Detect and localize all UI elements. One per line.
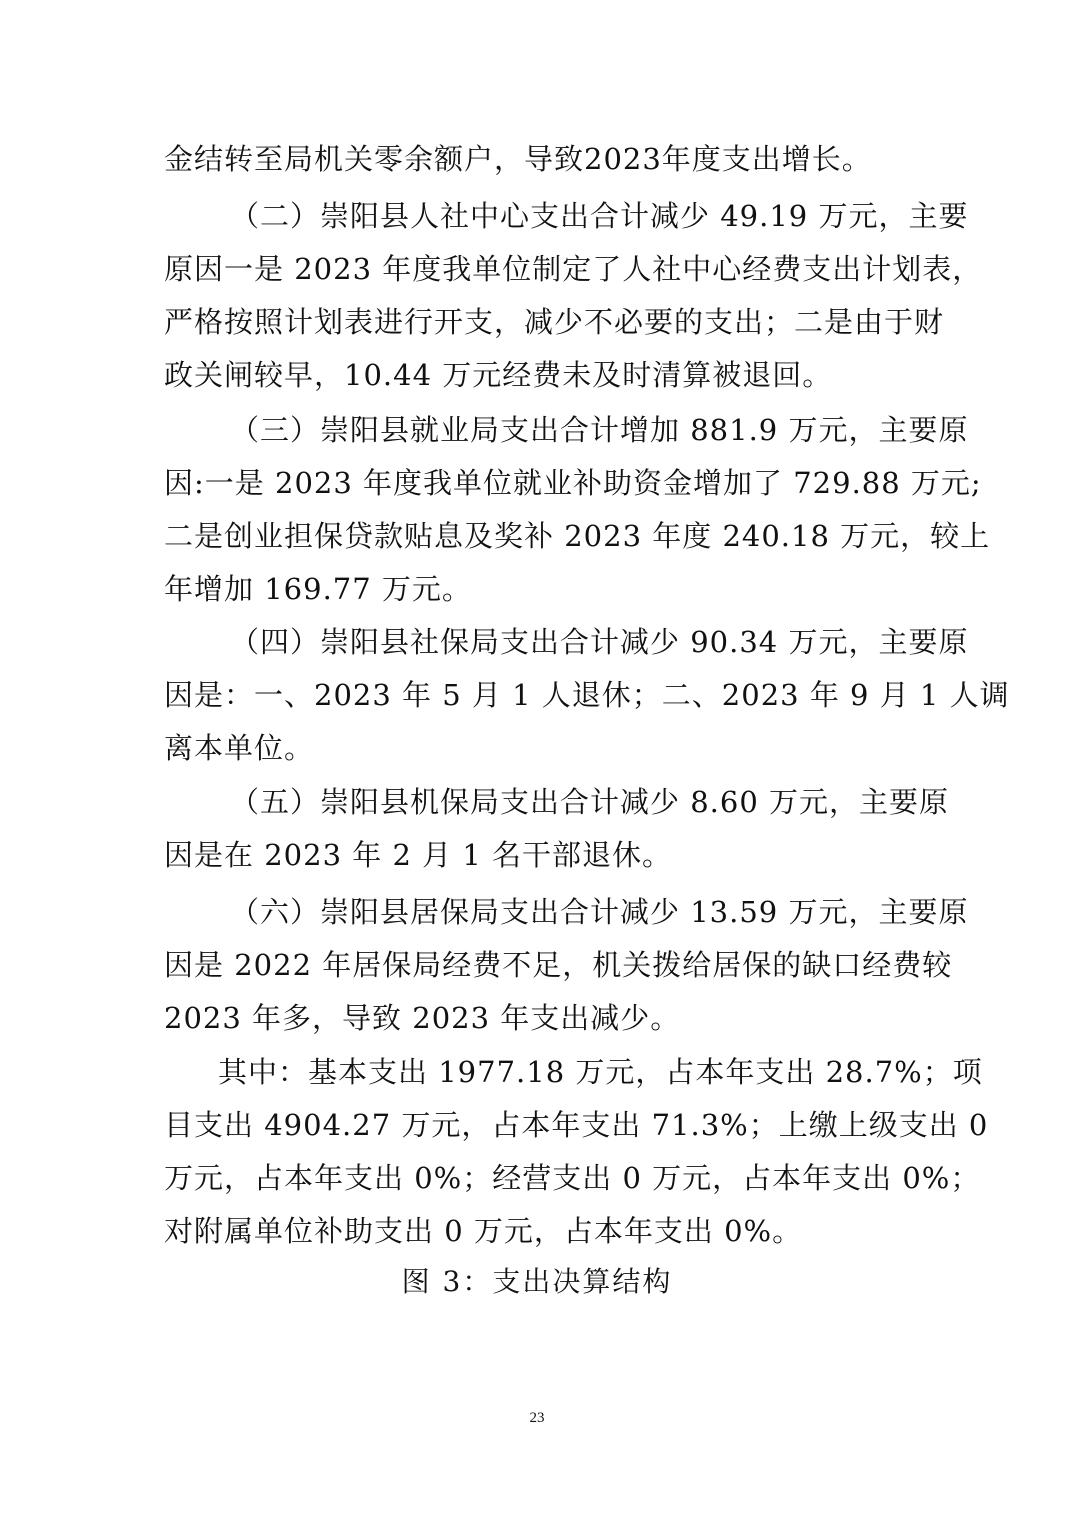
paragraph-line: 目支出 4904.27 万元，占本年支出 71.3%；上缴上级支出 0 — [164, 1108, 989, 1142]
paragraph-line: （六）崇阳县居保局支出合计减少 13.59 万元，主要原 — [230, 895, 969, 929]
paragraph-line: 因是在 2023 年 2 月 1 名干部退休。 — [164, 838, 673, 872]
paragraph-line: （三）崇阳县就业局支出合计增加 881.9 万元，主要原 — [230, 413, 969, 447]
paragraph-line: 因是：一、2023 年 5 月 1 人退休；二、2023 年 9 月 1 人调 — [164, 678, 1010, 712]
paragraph-line: 2023 年多，导致 2023 年支出减少。 — [164, 1001, 681, 1035]
figure-caption: 图 3：支出决算结构 — [401, 1265, 673, 1298]
paragraph-line: 其中：基本支出 1977.18 万元，占本年支出 28.7%；项 — [218, 1055, 983, 1089]
paragraph-line: 对附属单位补助支出 0 万元，占本年支出 0%。 — [164, 1214, 803, 1248]
paragraph-line: （五）崇阳县机保局支出合计减少 8.60 万元，主要原 — [230, 785, 950, 819]
paragraph-line: （二）崇阳县人社中心支出合计减少 49.19 万元，主要 — [230, 199, 969, 233]
paragraph-line: 原因一是 2023 年度我单位制定了人社中心经费支出计划表， — [164, 252, 983, 286]
paragraph-line: 金结转至局机关零余额户，导致2023年度支出增长。 — [164, 142, 872, 176]
paragraph-line: 严格按照计划表进行开支，减少不必要的支出；二是由于财 — [164, 305, 945, 339]
paragraph-line: 万元，占本年支出 0%；经营支出 0 万元，占本年支出 0%； — [164, 1161, 981, 1195]
paragraph-line: 年增加 169.77 万元。 — [164, 572, 472, 606]
page-number: 23 — [529, 1410, 545, 1426]
paragraph-line: 政关闸较早，10.44 万元经费未及时清算被退回。 — [164, 358, 833, 392]
paragraph-line: 因是 2022 年居保局经费不足，机关拨给居保的缺口经费较 — [164, 948, 953, 982]
paragraph-line: 离本单位。 — [164, 731, 315, 765]
paragraph-line: 二是创业担保贷款贴息及奖补 2023 年度 240.18 万元，较上 — [164, 519, 991, 553]
paragraph-line: （四）崇阳县社保局支出合计减少 90.34 万元，主要原 — [230, 625, 969, 659]
paragraph-line: 因:一是 2023 年度我单位就业补助资金增加了 729.88 万元; — [164, 466, 982, 500]
